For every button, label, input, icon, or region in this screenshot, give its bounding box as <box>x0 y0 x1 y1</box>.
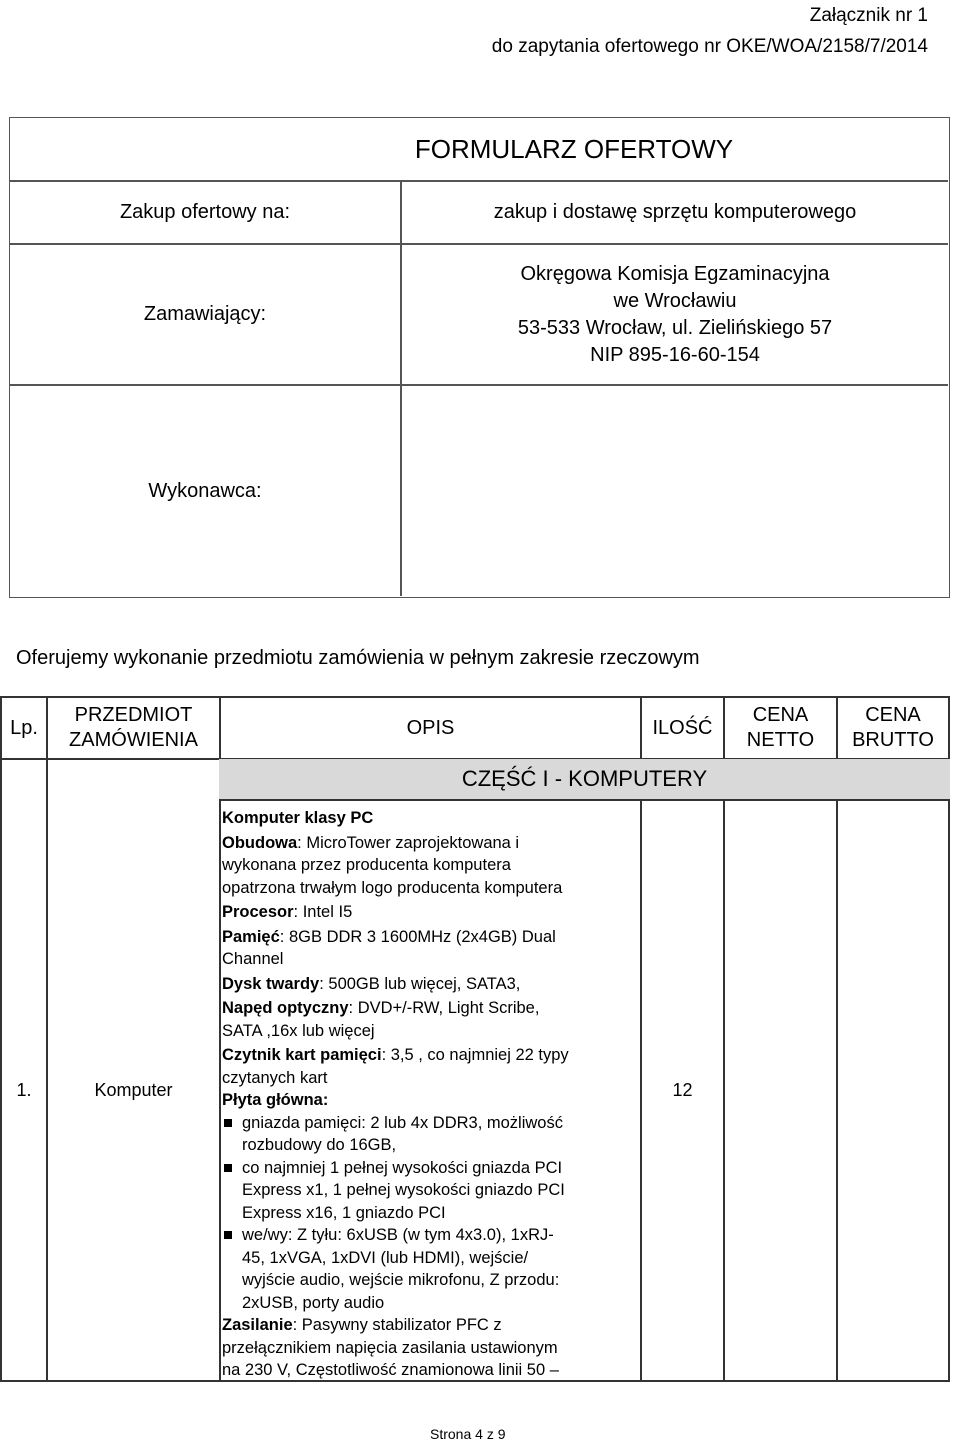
offer-statement: Oferujemy wykonanie przedmiotu zamówienia w pełnym zakresie rzeczowym <box>16 647 700 669</box>
desc-key: Procesor <box>222 903 294 921</box>
desc-line: we/wy: Z tyłu: 6xUSB (w tym 4x3.0), 1xRJ- <box>242 1226 554 1244</box>
desc-line: Komputer klasy PC <box>222 809 374 827</box>
buyer-line: 53-533 Wrocław, ul. Zielińskiego 57 <box>517 316 833 339</box>
bullet-square-icon <box>224 1231 232 1239</box>
purchase-value: zakup i dostawę sprzętu komputerowego <box>493 200 857 223</box>
contractor-field[interactable] <box>402 386 948 596</box>
desc-line: opatrzona trwałym logo producenta komputera <box>222 878 563 897</box>
attachment-header <box>492 0 928 62</box>
desc-line: 45, 1xVGA, 1xDVI (lub HDMI), wejście/ <box>242 1248 529 1267</box>
desc-key: Dysk twardy <box>222 974 320 993</box>
desc-line: : 3,5 , co najmniej 22 typy <box>381 1046 569 1064</box>
desc-line: Express x16, 1 gniazdo PCI <box>242 1203 446 1222</box>
desc-line: wykonana przez producenta komputera <box>222 856 511 874</box>
desc-key: Obudowa <box>222 833 298 852</box>
header-lp: Lp. <box>10 716 38 739</box>
buyer-address <box>402 245 948 384</box>
desc-line: SATA ,16x lub więcej <box>222 1021 375 1040</box>
buyer-line: we Wrocławiu <box>613 289 737 312</box>
desc-line: 2xUSB, porty audio <box>242 1293 385 1312</box>
desc-key: Zasilanie <box>222 1316 293 1334</box>
desc-key: Napęd optyczny <box>222 999 349 1017</box>
page-number: Strona 4 z 9 <box>430 1426 506 1442</box>
desc-line: : MicroTower zaprojektowana i <box>297 833 520 852</box>
row-net-price[interactable] <box>725 1060 836 1120</box>
header-subject <box>48 698 219 758</box>
desc-line: : 500GB lub więcej, SATA3, <box>319 974 521 993</box>
inquiry-reference: do zapytania ofertowego nr OKE/WOA/2158/7/2014 <box>491 36 928 57</box>
form-title: FORMULARZ OFERTOWY <box>414 133 734 164</box>
desc-key: Czytnik kart pamięci <box>222 1046 382 1064</box>
bullet-square-icon <box>224 1119 232 1127</box>
desc-line: gniazda pamięci: 2 lub 4x DDR3, możliwość <box>242 1113 563 1132</box>
header-description: OPIS <box>406 716 455 739</box>
bullet-item <box>222 1157 632 1225</box>
header-gross-price <box>838 698 948 758</box>
desc-key: Płyta główna: <box>222 1091 329 1109</box>
buyer-label: Zamawiający: <box>143 303 267 325</box>
desc-line: przełącznikiem napięcia zasilania ustawionym <box>222 1338 558 1357</box>
row-gross-price[interactable] <box>838 1060 948 1120</box>
header-subject-line: PRZEDMIOT <box>74 704 193 726</box>
desc-key: Pamięć <box>222 927 280 946</box>
offer-form-box <box>9 117 950 598</box>
desc-line: wyjście audio, wejście mikrofonu, Z przodu: <box>242 1271 560 1289</box>
desc-line: na 230 V, Częstotliwość znamionowa linii 50 – <box>222 1361 559 1379</box>
purchase-label: Zakup ofertowy na: <box>119 200 291 223</box>
bullet-item <box>222 1224 632 1314</box>
header-quantity: ILOŚĆ <box>652 716 713 739</box>
desc-line: : Pasywny stabilizator PFC z <box>292 1316 502 1334</box>
buyer-line: Okręgowa Komisja Egzaminacyjna <box>520 262 830 285</box>
desc-line: Express x1, 1 pełnej wysokości gniazdo PCI <box>242 1181 565 1199</box>
desc-line: : DVD+/-RW, Light Scribe, <box>348 999 540 1017</box>
table-border <box>46 696 48 1382</box>
desc-line: co najmniej 1 pełnej wysokości gniazda PCI <box>242 1158 563 1177</box>
row-quantity: 12 <box>672 1079 693 1100</box>
header-gross-line: BRUTTO <box>852 729 934 751</box>
table-border <box>0 696 2 1382</box>
header-net-price <box>725 698 836 758</box>
desc-line: : Intel I5 <box>293 903 353 921</box>
header-subject-line: ZAMÓWIENIA <box>69 729 198 751</box>
header-gross-line: CENA <box>865 704 921 726</box>
header-net-line: CENA <box>752 704 809 726</box>
row-lp: 1. <box>16 1079 32 1100</box>
desc-line: : 8GB DDR 3 1600MHz (2x4GB) Dual <box>279 927 556 946</box>
bullet-item <box>222 1112 632 1157</box>
buyer-line: NIP 895-16-60-154 <box>590 343 760 366</box>
row-subject: Komputer <box>94 1079 173 1100</box>
contractor-label: Wykonawca: <box>148 479 262 502</box>
table-border <box>219 799 950 801</box>
desc-line: Channel <box>222 950 284 968</box>
section-computers: CZĘŚĆ I - KOMPUTERY <box>219 759 950 799</box>
item-description <box>222 807 632 1382</box>
attachment-number: Załącznik nr 1 <box>809 5 928 26</box>
header-net-line: NETTO <box>746 729 815 751</box>
desc-line: czytanych kart <box>222 1068 328 1087</box>
bullet-square-icon <box>224 1164 232 1172</box>
desc-line: rozbudowy do 16GB, <box>242 1136 397 1154</box>
